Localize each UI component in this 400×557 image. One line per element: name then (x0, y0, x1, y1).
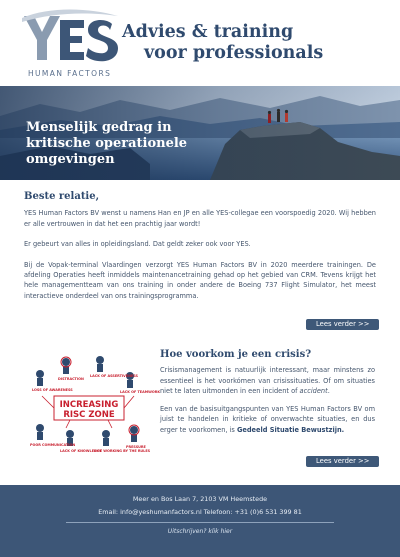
pressure-icon (130, 426, 138, 434)
intro-paragraph-3: Bij de Vopak-terminal Vlaardingen verzorgt YES Human Factors BV in 2020 meerdere trainingen. De afdeling Operaties heeft inmiddels maintenancetraining gehad op het gebied van CRM. Tevens krijgt het hele managementteam van ons training in onder andere de Boeing 737 Flight Simulator, het meest interactieve onderdeel van ons trainingsprogramma. (24, 260, 376, 300)
label-pressure: PRESSURE (126, 445, 146, 449)
rules-icon (102, 430, 110, 438)
crisis-section (160, 350, 375, 443)
intro-section (24, 192, 376, 311)
label-assertiveness: LACK OF ASSERTIVENESS (90, 374, 138, 378)
read-more-button-crisis[interactable]: Lees verder >> (306, 456, 379, 467)
header (0, 0, 400, 84)
crisis-paragraph-1 (160, 365, 375, 396)
communication-icon (36, 424, 44, 432)
label-communication: POOR COMMUNICATION (30, 443, 76, 447)
header-tagline (122, 22, 323, 64)
greeting: Beste relatie, (24, 191, 100, 202)
assertiveness-icon (96, 356, 104, 364)
hero-title-line-2: kritische operationele (26, 136, 188, 151)
label-awareness: LOSS OF AWARENESS (32, 388, 73, 392)
tagline-line-1: Advies & training (122, 22, 294, 42)
hero-title-line-1: Menselijk gedrag in (26, 120, 172, 135)
risk-zone-line-1: INCREASING (59, 400, 119, 410)
crisis-paragraph-2 (160, 404, 375, 435)
risk-zone-line-2: RISC ZONE (63, 410, 115, 420)
awareness-icon (36, 370, 44, 378)
yes-logo-mark (20, 10, 120, 70)
label-knowledge: LACK OF KNOWLEDGE (60, 449, 102, 453)
footer-divider (66, 522, 334, 523)
label-teamwork: LACK OF TEAMWORK (120, 390, 160, 394)
crisis-paragraph-1-text: Crisismanagement is natuurlijk interessant, maar minstens zo essentieel is het voorkómen van crisissituaties. Of om situaties niet te laten uitmonden in een incident of (160, 366, 375, 395)
risk-zone-infographic (30, 352, 160, 470)
risk-zone-graphic (30, 352, 160, 470)
hero-title (26, 120, 187, 168)
tagline-line-2: voor professionals (144, 43, 324, 63)
knowledge-icon (66, 430, 74, 438)
crisis-paragraph-1-emphasis: accident (299, 386, 328, 395)
label-rules: NOT WORKING BY THE RULES (94, 449, 151, 453)
intro-paragraph-1: YES Human Factors BV wenst u namens Han en JP en alle YES-collegae een voorspoedig 2020. Wij hebben er alle vertrouwen in dat het een prachtig jaar wordt! (24, 209, 376, 228)
hero-title-line-3: omgevingen (26, 152, 115, 167)
footer-address: Meer en Bos Laan 7, 2103 VM Heemstede (132, 495, 268, 503)
intro-paragraph-2: Er gebeurt van alles in opleidingsland. Dat geldt zeker ook voor YES. (24, 240, 251, 249)
footer (0, 485, 400, 557)
read-more-button-intro[interactable]: Lees verder >> (306, 319, 379, 330)
footer-contact[interactable]: Email: info@yeshumanfactors.nl Telefoon: +31 (0)6 531 399 81 (98, 508, 302, 516)
distraction-icon (62, 358, 70, 366)
unsubscribe-link[interactable]: Uitschrijven? klik hier (167, 528, 233, 535)
crisis-paragraph-2-text: Een van de basisuitgangspunten van YES Human Factors BV om juist te handelen in kritieke of onverwachte situaties, en dus erger te voorkomen, is (160, 405, 375, 434)
logo-subtitle: HUMAN FACTORS (28, 69, 112, 78)
crisis-heading: Hoe voorkom je een crisis? (160, 349, 312, 360)
crisis-paragraph-2-bold: Gedeeld Situatie Bewustzijn. (236, 425, 345, 434)
yes-logo[interactable] (20, 10, 120, 78)
label-distraction: DISTRACTION (58, 377, 84, 381)
crisis-paragraph-1-end: . (327, 386, 330, 395)
hero-banner (0, 86, 400, 180)
